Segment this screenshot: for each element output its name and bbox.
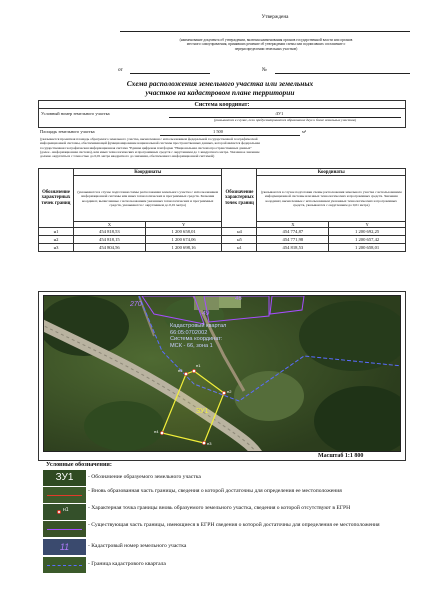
y-header-left: Y (145, 222, 222, 228)
legend-symbol-cadastral-number: 11 (59, 542, 70, 552)
legend-item-parcel: - Обозначение образуемого земельного участка (88, 474, 201, 480)
point-cell: н4 (222, 228, 257, 236)
approval-caption (118, 38, 414, 51)
approval-line (120, 31, 410, 32)
col-coords-right: Координаты (257, 169, 406, 176)
legend-item-point: - Характерная точка границы вновь образуемого земельного участка, сведения о которой отсутствуют в ЕГРН (88, 505, 351, 511)
document-title-line: участков на кадастровом плане территории (145, 88, 295, 97)
parcel-designation-label: Условный номер земельного участка (41, 111, 110, 116)
approval-number-label: № (262, 67, 267, 73)
area-caption-line: государственная географическая информационная система "Единая цифровая платформа "Национальная система пространственных данных" (40, 145, 252, 150)
legend-line-new-boundary (47, 495, 82, 496)
map-point-n5: н5 (178, 368, 183, 373)
map-point-n3: н3 (207, 441, 212, 446)
area-caption-line: (указывается проектная площадь образуемого земельного участка, вычисленная с использованием федеральной государственной географической (40, 137, 258, 141)
x-cell: 454 818,15 (73, 236, 145, 244)
legend-line-kvartal (47, 565, 82, 566)
approval-from-label: от (118, 67, 123, 73)
y-cell: 1 200 658,01 (145, 228, 222, 236)
table-row (39, 244, 406, 252)
coords-caption-right: (указываются в случае подготовки схемы расположения земельного участка с использованием информационной системы или иных технологических и программных средств. Значения координат, вычисленные с использованием указанных технологических и программных средств, указываются с округлением до 0,01 метра) (257, 176, 406, 222)
legend-item-new-boundary: - Вновь образованная часть границы, сведения о которой достаточны для определения ее местоположения (88, 488, 342, 494)
x-cell: 454 818,53 (73, 228, 145, 236)
map-label-46: 46 (235, 296, 242, 302)
y-cell: 1 200 674,06 (145, 236, 222, 244)
coord-system-box (38, 100, 406, 109)
legend-item-kvartal: - Граница кадастрового квартала (88, 561, 166, 567)
legend-symbol-parcel: ЗУ1 (55, 472, 74, 483)
col-points-right: Обозначение характерных точек границ (222, 169, 257, 228)
legend-swatch-new-boundary (43, 487, 86, 503)
approval-caption-line: (наименование документа об утверждении, включая наименования органов государственной власти или органов (179, 38, 353, 42)
point-cell: н2 (39, 236, 74, 244)
approval-caption-line: перераспределении земельных участков) (234, 46, 298, 51)
map-label-49: 49 (202, 310, 210, 317)
x-header-left: X (73, 222, 145, 228)
legend-symbol-point: н1 (63, 507, 69, 513)
coord-system-label: Система координат: (194, 102, 250, 108)
scale-label: Масштаб 1:1 800 (318, 453, 364, 459)
document-title-line: Схема расположения земельного участка или земельных (126, 79, 314, 88)
kvartal-label-line: Система координат: (170, 336, 223, 343)
area-caption-line: информационной системы, обеспечивающей функционирование национальной системы пространственных данных, которой является федеральная (40, 141, 260, 146)
x-cell: 454 804,56 (73, 244, 145, 252)
y-header-right: Y (329, 222, 406, 228)
parcel-designation-value: :ЗУ1 (274, 111, 284, 116)
y-cell: 1 200 657,42 (329, 236, 406, 244)
area-caption-line: должно округляться с точностью до 0,01 метра квадратного до значения, обеспеченного информационной системой) (40, 154, 215, 159)
kvartal-label-line: 66:05:0702002 (170, 329, 208, 336)
point-cell: н3 (39, 244, 74, 252)
legend-swatch-point (43, 504, 86, 520)
legend-swatch-kvartal (43, 557, 86, 573)
legend-item-cadastral-number: - Кадастровый номер земельного участка (88, 543, 187, 549)
parcel-designation-caption: (указывается в случае, если предусматривается образование двух и более земельных участков) (213, 118, 357, 122)
legend-item-existing-boundary: - Существующая часть границы, имеющиеся в ЕГРН сведения о которой достаточны для определения ее местоположения (88, 522, 380, 528)
parcel-area-label: Площадь земельного участка (40, 129, 95, 134)
y-cell: 1 200 658,01 (329, 244, 406, 252)
kvartal-label-line: Кадастровый квартал (170, 323, 227, 329)
legend-swatch-existing-boundary (43, 521, 86, 537)
approval-title: Утверждена (261, 14, 289, 20)
coords-caption-left: (указываются в случае подготовки схемы расположения земельного участка с использованием информационной системы или иных технологических и программных средств. Значения координат, вычисленные с использованием указанных технологических и программных средств, указываются с округлением до 0,01 метра) (73, 176, 222, 222)
map-parcel-label: ЗУ1 (196, 408, 209, 415)
kvartal-label (170, 323, 226, 349)
kvartal-label-line: МСК - 66, зона 1 (170, 342, 213, 349)
x-header-right: X (257, 222, 329, 228)
satellite-map[interactable] (43, 295, 401, 452)
point-cell: н5 (222, 236, 257, 244)
table-row (39, 236, 406, 244)
point-cell: н1 (39, 228, 74, 236)
col-points-left: Обозначение характерных точек границ (39, 169, 74, 228)
approval-number-line (275, 73, 410, 74)
map-point-n2: н2 (227, 389, 232, 394)
x-cell: 454 774,87 (257, 228, 329, 236)
parcel-area-value: 1 500 (213, 129, 223, 134)
x-cell: 454 818,53 (257, 244, 329, 252)
legend-swatch-cadastral-number (43, 539, 86, 555)
map-svg (44, 296, 401, 452)
map-point-n4: н4 (154, 429, 159, 434)
map-point-n1: н1 (196, 363, 201, 368)
approval-date-line (130, 73, 210, 74)
parcel-designation-box (38, 109, 406, 128)
coords-table (38, 168, 406, 252)
parcel-area-line (160, 135, 300, 136)
legend-point-marker (57, 510, 61, 514)
legend-title: Условные обозначения: (46, 461, 112, 468)
map-label-270: 270 (130, 301, 142, 308)
parcel-area-caption (40, 137, 406, 158)
legend-swatch-parcel (43, 470, 86, 486)
x-cell: 454 771,98 (257, 236, 329, 244)
point-cell: н1 (222, 244, 257, 252)
col-coords-left: Координаты (73, 169, 222, 176)
area-caption-line: (далее - информационная система), или иных технологических и программных средств с округлением до 1 квадратного метра. Указанное значение (40, 149, 260, 154)
document-title (60, 79, 380, 97)
y-cell: 1 200 698,16 (145, 244, 222, 252)
legend-line-existing-boundary (47, 529, 82, 530)
table-row (39, 228, 406, 236)
approval-caption-line: местного самоуправления, принявших решение об утверждении схемы или подписавших соглашение о (186, 42, 346, 47)
parcel-area-unit: м² (302, 129, 307, 134)
y-cell: 1 200 692,25 (329, 228, 406, 236)
